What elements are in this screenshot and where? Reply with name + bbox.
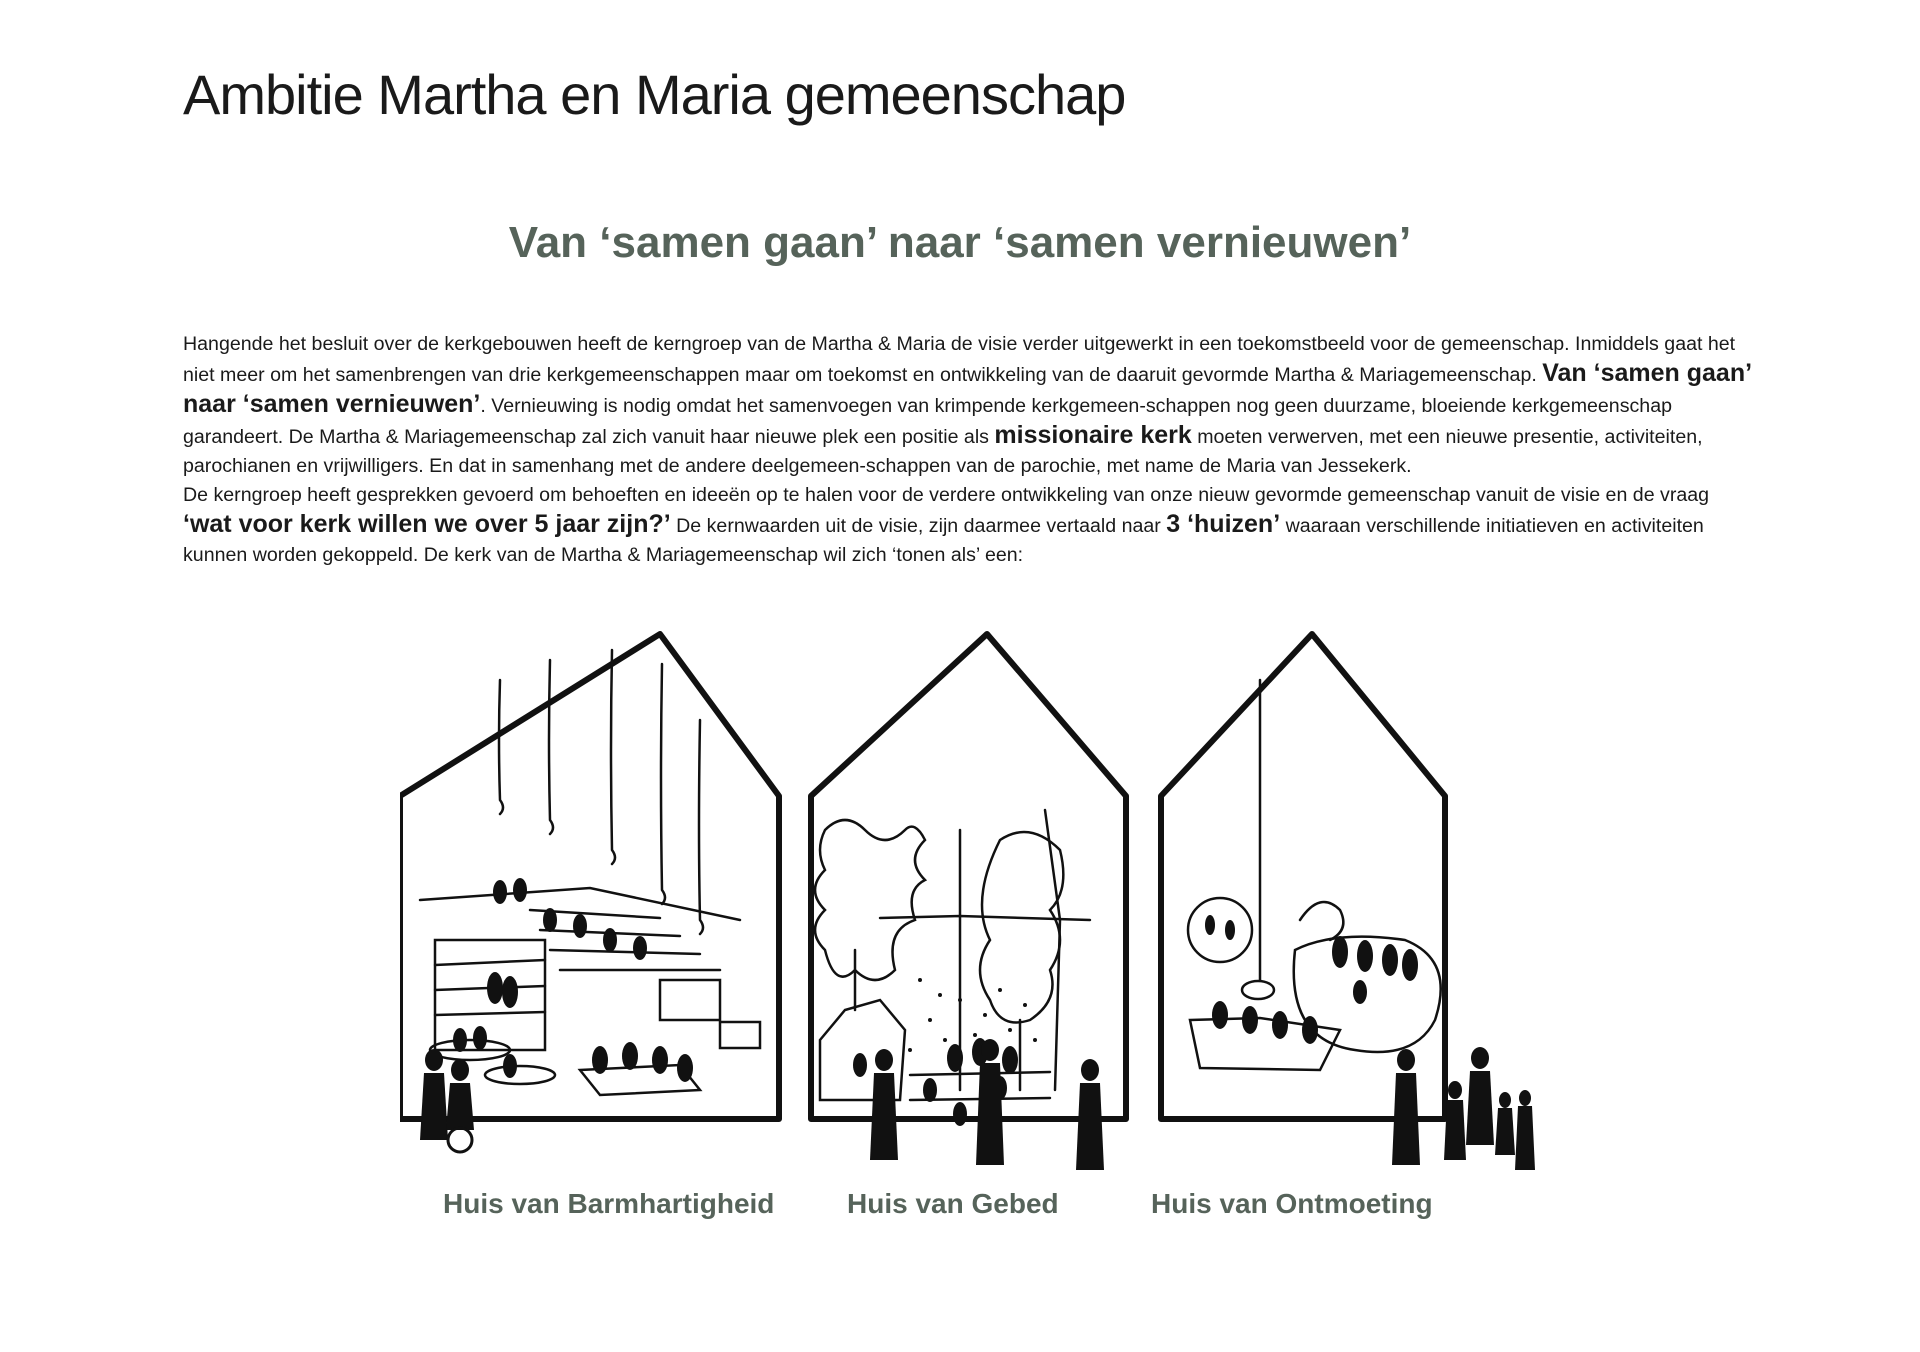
- barmhartigheid-people: [453, 878, 693, 1082]
- highlight-3-huizen: 3 ‘huizen’: [1166, 510, 1281, 538]
- paragraph-2: [183, 481, 1763, 570]
- body-text: [183, 330, 1763, 570]
- text-run: moeten verwerven, met een nieuwe presentie, activiteiten, parochianen en vrijwilligers. En dat in samenhang met de andere deelgemeen-schappen van de parochie, met name de Maria van Jessekerk.: [183, 426, 1703, 477]
- house-label-ontmoeting: Huis van Ontmoeting: [1151, 1188, 1433, 1219]
- house-outline-gebed: [811, 634, 1126, 1119]
- crowd-silhouettes: [400, 1039, 1535, 1170]
- ontmoeting-people: [1205, 915, 1418, 1044]
- highlight-missionaire-kerk: missionaire kerk: [994, 421, 1192, 449]
- page-title: Ambitie Martha en Maria gemeenschap: [183, 63, 1126, 126]
- highlight-samen-vernieuwen: Van ‘samen gaan’ naar ‘samen vernieuwen’: [183, 359, 1751, 418]
- text-run: . Vernieuwing is nodig omdat het samenvoegen van krimpende kerkgemeen-schappen nog geen duurzame, bloeiende kerkgemeenschap garandeert. De Martha & Mariagemeenschap zal zich vanuit haar nieuwe plek een positie als: [183, 395, 1672, 448]
- house-outline-ontmoeting: [1161, 634, 1445, 1119]
- house-label-barmhartigheid: Huis van Barmhartigheid: [443, 1188, 775, 1219]
- text-run: De kernwaarden uit de visie, zijn daarmee vertaald naar: [670, 515, 1167, 537]
- paragraph-1: [183, 330, 1763, 481]
- highlight-vraag: ‘wat voor kerk willen we over 5 jaar zijn?’: [183, 510, 671, 538]
- three-houses-illustration: [400, 620, 1560, 1180]
- gebed-floor-dots: [908, 978, 1037, 1052]
- house-label-gebed: Huis van Gebed: [847, 1188, 1059, 1219]
- text-run: Hangende het besluit over de kerkgebouwen heeft de kerngroep van de Martha & Maria de visie verder uitgewerkt in een toekomstbeeld voor de gemeenschap. Inmiddels gaat het niet meer om het samenbrengen van drie kerkgemeenschappen maar om toekomst en ontwikkeling van de daaruit gevormde Martha & Mariagemeenschap.: [183, 333, 1736, 386]
- text-run: De kerngroep heeft gesprekken gevoerd om behoeften en ideeën op te halen voor de verdere ontwikkeling van onze nieuw gevormde gemeenschap vanuit de visie en de vraag: [183, 484, 1710, 506]
- text-run: waaraan verschillende initiatieven en activiteiten kunnen worden gekoppeld. De kerk van de Martha & Mariagemeenschap wil zich ‘tonen als’ een:: [183, 515, 1704, 566]
- subtitle: Van ‘samen gaan’ naar ‘samen vernieuwen’: [508, 218, 1412, 267]
- barmhartigheid-interior-sketch: [420, 650, 760, 1095]
